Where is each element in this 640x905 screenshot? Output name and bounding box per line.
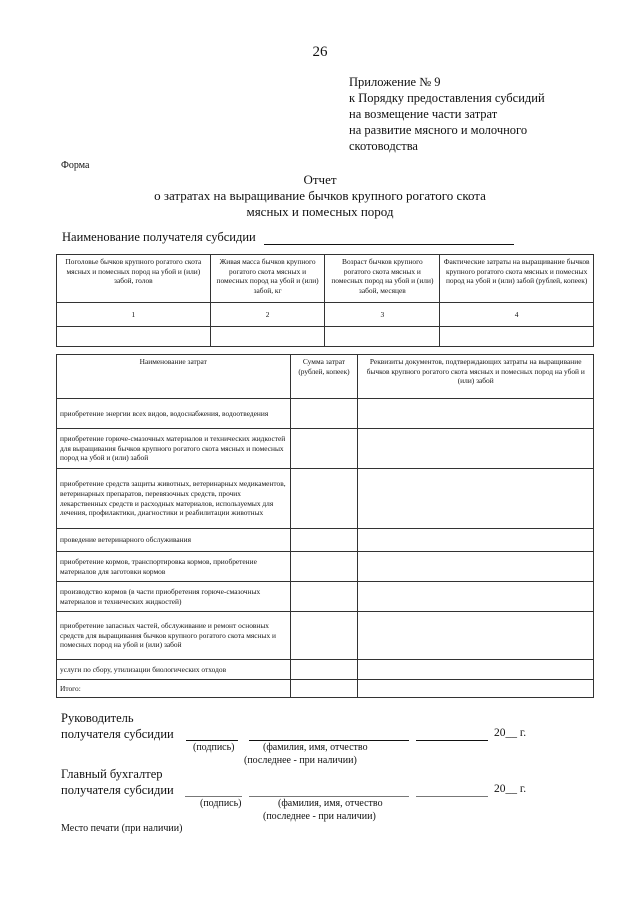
documents-cell[interactable] bbox=[358, 612, 594, 660]
data-cell[interactable] bbox=[210, 327, 325, 347]
documents-cell[interactable] bbox=[358, 660, 594, 680]
data-cell[interactable] bbox=[325, 327, 440, 347]
amount-cell[interactable] bbox=[290, 552, 358, 582]
head-title-2: получателя субсидии bbox=[61, 727, 174, 741]
accountant-date-line[interactable] bbox=[416, 796, 488, 797]
expenses-table bbox=[56, 354, 594, 698]
amount-cell[interactable] bbox=[290, 660, 358, 680]
expense-name: услуги по сбору, утилизации биологических отходов bbox=[57, 660, 291, 680]
total-amount-cell[interactable] bbox=[290, 680, 358, 698]
header-cell: Сумма затрат (рублей, копеек) bbox=[290, 355, 358, 399]
page-number: 26 bbox=[312, 44, 328, 60]
title-line: о затратах на выращивание бычков крупного рогатого скота bbox=[154, 188, 486, 203]
report-title bbox=[0, 172, 640, 220]
expense-name: приобретение энергии всех видов, водоснабжения, водоотведения bbox=[57, 399, 291, 429]
title-line: Отчет bbox=[303, 172, 337, 187]
accountant-name-caption: (фамилия, имя, отчество bbox=[278, 798, 383, 809]
livestock-table bbox=[56, 254, 594, 347]
head-date-line[interactable] bbox=[416, 740, 488, 741]
header-cell: Живая масса бычков крупного рогатого скота мясных и помесных пород на убой и (или) забой, кг bbox=[210, 255, 325, 303]
column-number: 4 bbox=[440, 303, 594, 327]
head-signature-caption: (подпись) bbox=[193, 742, 235, 753]
header-cell: Поголовье бычков крупного рогатого скота мясных и помесных пород на убой и (или) забой, голов bbox=[57, 255, 211, 303]
head-title: Руководитель bbox=[61, 711, 134, 725]
total-label: Итого: bbox=[57, 680, 291, 698]
expense-name: производство кормов (в части приобретения горюче-смазочных материалов и технических жидкостей) bbox=[57, 582, 291, 612]
form-label: Форма bbox=[61, 160, 90, 171]
appendix-line: на развитие мясного и молочного bbox=[349, 123, 528, 137]
recipient-label: Наименование получателя субсидии bbox=[62, 230, 256, 244]
header-cell: Наименование затрат bbox=[57, 355, 291, 399]
head-signature-line[interactable] bbox=[186, 740, 238, 741]
expense-name: приобретение средств защиты животных, ветеринарных медикаментов, ветеринарных препаратов, перевязочных средств, прочих лекарственных средств и расходных материалов, используемых для лечения, профилактики, диагностики и реабилитации животных bbox=[57, 469, 291, 529]
documents-cell[interactable] bbox=[358, 552, 594, 582]
documents-cell[interactable] bbox=[358, 399, 594, 429]
stamp-place: Место печати (при наличии) bbox=[61, 823, 183, 834]
head-name-line[interactable] bbox=[249, 740, 409, 741]
accountant-date-year: 20__ г. bbox=[494, 783, 527, 795]
documents-cell[interactable] bbox=[358, 529, 594, 552]
title-line: мясных и помесных пород bbox=[246, 204, 394, 219]
data-cell[interactable] bbox=[57, 327, 211, 347]
accountant-name-caption-2: (последнее - при наличии) bbox=[263, 811, 376, 822]
header-cell: Реквизиты документов, подтверждающих затраты на выращивание бычков крупного рогатого скота мясных и помесных пород на убой и (или) забой bbox=[358, 355, 594, 399]
appendix-line: Приложение № 9 bbox=[349, 75, 441, 89]
recipient-field bbox=[62, 230, 514, 245]
appendix-block bbox=[349, 74, 545, 154]
header-cell: Фактические затраты на выращивание бычков крупного рогатого скота мясных и помесных пород на убой и (или) забой (рублей, копеек) bbox=[440, 255, 594, 303]
amount-cell[interactable] bbox=[290, 529, 358, 552]
documents-cell[interactable] bbox=[358, 680, 594, 698]
expense-name: приобретение запасных частей, обслуживание и ремонт основных средств для выращивания бычков крупного рогатого скота мясных и помесных пород на убой и (или) забой bbox=[57, 612, 291, 660]
documents-cell[interactable] bbox=[358, 469, 594, 529]
expense-name: приобретение горюче-смазочных материалов и технических жидкостей для выращивания бычков крупного рогатого скота мясных и помесных пород на убой и (или) забой bbox=[57, 429, 291, 469]
appendix-line: на возмещение части затрат bbox=[349, 107, 498, 121]
amount-cell[interactable] bbox=[290, 399, 358, 429]
column-number: 1 bbox=[57, 303, 211, 327]
head-name-caption: (фамилия, имя, отчество bbox=[263, 742, 368, 753]
accountant-name-line[interactable] bbox=[249, 796, 409, 797]
accountant-signature-line[interactable] bbox=[185, 796, 242, 797]
documents-cell[interactable] bbox=[358, 582, 594, 612]
appendix-line: скотоводства bbox=[349, 139, 418, 153]
column-number: 2 bbox=[210, 303, 325, 327]
data-cell[interactable] bbox=[440, 327, 594, 347]
amount-cell[interactable] bbox=[290, 429, 358, 469]
head-date-year: 20__ г. bbox=[494, 727, 527, 739]
header-cell: Возраст бычков крупного рогатого скота мясных и помесных пород на убой и (или) забой, месяцев bbox=[325, 255, 440, 303]
accountant-signature-caption: (подпись) bbox=[200, 798, 242, 809]
head-name-caption-2: (последнее - при наличии) bbox=[244, 755, 357, 766]
accountant-title: Главный бухгалтер bbox=[61, 767, 163, 781]
amount-cell[interactable] bbox=[290, 582, 358, 612]
appendix-line: к Порядку предоставления субсидий bbox=[349, 91, 545, 105]
column-number: 3 bbox=[325, 303, 440, 327]
amount-cell[interactable] bbox=[290, 469, 358, 529]
expense-name: проведение ветеринарного обслуживания bbox=[57, 529, 291, 552]
expense-name: приобретение кормов, транспортировка кормов, приобретение материалов для заготовки кормов bbox=[57, 552, 291, 582]
documents-cell[interactable] bbox=[358, 429, 594, 469]
accountant-title-2: получателя субсидии bbox=[61, 783, 174, 797]
amount-cell[interactable] bbox=[290, 612, 358, 660]
recipient-blank-line[interactable] bbox=[264, 243, 514, 245]
